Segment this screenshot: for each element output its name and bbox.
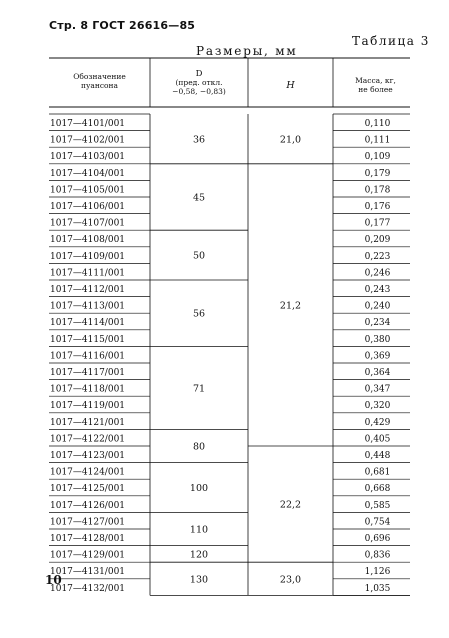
punch-designation-cell: 1017—4102/001 <box>50 135 126 146</box>
mass-cell: 0,179 <box>364 168 391 179</box>
punch-designation-cell: 1017—4105/001 <box>50 185 126 196</box>
mass-cell: 0,429 <box>364 417 391 428</box>
header-diameter-symbol: D <box>195 69 203 79</box>
mass-cell: 0,347 <box>364 384 391 395</box>
punch-designation-cell: 1017—4108/001 <box>50 235 126 246</box>
punch-designation-cell: 1017—4128/001 <box>50 533 126 544</box>
mass-cell: 0,234 <box>364 318 391 329</box>
diameter-value-cell: 45 <box>192 192 206 204</box>
mass-cell: 0,681 <box>364 467 391 478</box>
header-height-symbol: H <box>286 80 295 91</box>
diameter-value-cell: 110 <box>189 524 209 536</box>
mass-cell: 0,369 <box>364 351 391 362</box>
mass-cell: 0,380 <box>364 334 391 345</box>
punch-designation-cell: 1017—4114/001 <box>50 318 126 329</box>
mass-cell: 0,836 <box>364 550 391 561</box>
header-designation-line: Обозначение <box>73 72 126 81</box>
punch-designation-cell: 1017—4121/001 <box>50 417 126 428</box>
punch-designation-cell: 1017—4126/001 <box>50 500 126 511</box>
punch-designation-cell: 1017—4112/001 <box>50 284 126 295</box>
diameter-value-cell: 56 <box>192 308 206 320</box>
mass-cell: 0,209 <box>364 235 391 246</box>
mass-cell: 0,240 <box>364 301 391 312</box>
mass-cell: 0,176 <box>364 201 391 212</box>
header-mass-line: не более <box>358 85 393 94</box>
diameter-value-cell: 120 <box>189 549 209 561</box>
header-mass-line: Масса, кг, <box>355 76 396 85</box>
height-value-cell: 21,0 <box>279 134 302 146</box>
diameter-value-cell: 71 <box>192 383 206 395</box>
mass-cell: 0,448 <box>364 450 391 461</box>
punch-designation-cell: 1017—4119/001 <box>50 401 126 412</box>
header-diameter-tolerance-line: −0,58, −0,83) <box>172 87 226 96</box>
punch-designation-cell: 1017—4107/001 <box>50 218 126 229</box>
punch-designation-cell: 1017—4113/001 <box>50 301 126 312</box>
punch-designation-cell: 1017—4104/001 <box>50 168 126 179</box>
punch-designation-cell: 1017—4131/001 <box>50 567 126 578</box>
punch-designation-cell: 1017—4111/001 <box>50 268 126 279</box>
punch-designation-cell: 1017—4106/001 <box>50 201 126 212</box>
diameter-value-cell: 80 <box>192 441 206 453</box>
punch-designation-cell: 1017—4117/001 <box>50 367 126 378</box>
mass-cell: 1,126 <box>364 567 391 578</box>
mass-cell: 0,696 <box>364 533 391 544</box>
punch-designation-cell: 1017—4109/001 <box>50 251 126 262</box>
table-label: Таблица 3 <box>352 34 430 48</box>
mass-cell: 1,035 <box>364 583 391 594</box>
header-diameter-tolerance-line: (пред. откл. <box>175 78 223 87</box>
punch-designation-cell: 1017—4127/001 <box>50 517 126 528</box>
mass-cell: 0,405 <box>364 434 391 445</box>
punch-designation-cell: 1017—4101/001 <box>50 118 126 129</box>
height-value-cell: 22,2 <box>279 499 302 511</box>
punch-designation-cell: 1017—4116/001 <box>50 351 126 362</box>
page-number: 10 <box>45 573 62 587</box>
diameter-value-cell: 100 <box>189 483 209 494</box>
header-designation-line: пуансона <box>80 81 119 90</box>
punch-designation-cell: 1017—4122/001 <box>50 434 126 445</box>
punch-designation-cell: 1017—4129/001 <box>50 550 126 561</box>
punch-designation-cell: 1017—4115/001 <box>50 334 126 345</box>
mass-cell: 0,177 <box>364 218 391 229</box>
diameter-value-cell: 50 <box>192 250 206 262</box>
mass-cell: 0,109 <box>364 152 391 163</box>
sizes-label: Размеры, мм <box>196 44 298 58</box>
diameter-value-cell: 36 <box>192 134 206 146</box>
mass-cell: 0,585 <box>364 500 391 511</box>
mass-cell: 0,246 <box>364 268 391 279</box>
page-header: Стр. 8 ГОСТ 26616—85 <box>49 19 196 32</box>
mass-cell: 0,243 <box>364 284 391 295</box>
mass-cell: 0,668 <box>364 484 391 495</box>
punch-designation-cell: 1017—4125/001 <box>50 484 126 495</box>
mass-cell: 0,178 <box>364 185 391 196</box>
punch-designation-cell: 1017—4123/001 <box>50 450 126 461</box>
mass-cell: 0,223 <box>364 251 391 262</box>
punch-designation-cell: 1017—4124/001 <box>50 467 126 478</box>
mass-cell: 0,320 <box>364 401 391 412</box>
height-value-cell: 21,2 <box>279 300 302 312</box>
punch-designation-cell: 1017—4132/001 <box>50 583 126 594</box>
mass-cell: 0,110 <box>364 118 391 129</box>
mass-cell: 0,111 <box>364 135 391 146</box>
punch-designation-cell: 1017—4103/001 <box>50 152 126 163</box>
mass-cell: 0,364 <box>364 367 391 378</box>
diameter-value-cell: 130 <box>189 574 209 586</box>
punch-designation-cell: 1017—4118/001 <box>50 384 126 395</box>
mass-cell: 0,754 <box>364 517 391 528</box>
height-value-cell: 23,0 <box>279 574 302 586</box>
